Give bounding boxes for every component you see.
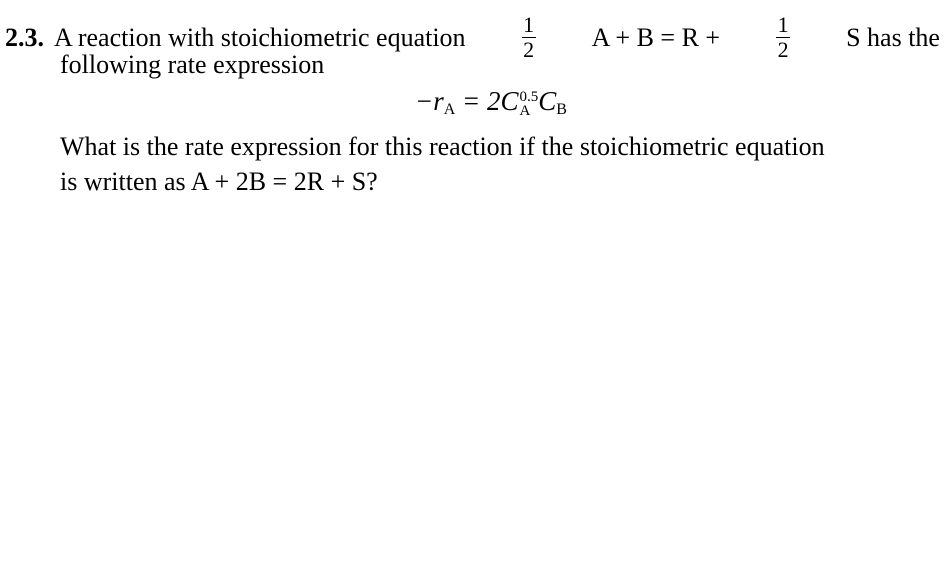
problem-number: 2.3. [5,22,44,52]
problem-line-2: following rate expression [60,50,325,79]
fraction-denominator: 2 [523,37,535,62]
concentration-b: C [538,86,557,116]
fraction-numerator: 1 [523,12,535,37]
rate-symbol: −r [415,86,444,116]
fraction-half-s [776,14,790,61]
exponent-value: 0.5 [519,88,539,105]
line1-text: A reaction with stoichiometric equation [54,22,466,52]
rate-subscript: A [443,101,456,118]
line1-middle: A + B = R + [591,22,721,52]
fraction-half-a [522,14,536,61]
equation-coefficient: = 2C [462,86,519,116]
concentration-a-subscript: A [519,102,531,119]
rate-equation [415,86,567,125]
fraction-numerator: 1 [777,12,789,37]
line1-left [5,23,466,53]
problem-line-3: What is the rate expression for this reaction if the stoichiometric equation [60,132,825,161]
concentration-b-subscript: B [556,101,567,118]
line1-end: S has the [846,22,940,52]
concentration-a-exponent [520,90,539,118]
fraction-denominator: 2 [777,37,789,62]
problem-line-4: is written as A + 2B = 2R + S? [60,167,378,196]
